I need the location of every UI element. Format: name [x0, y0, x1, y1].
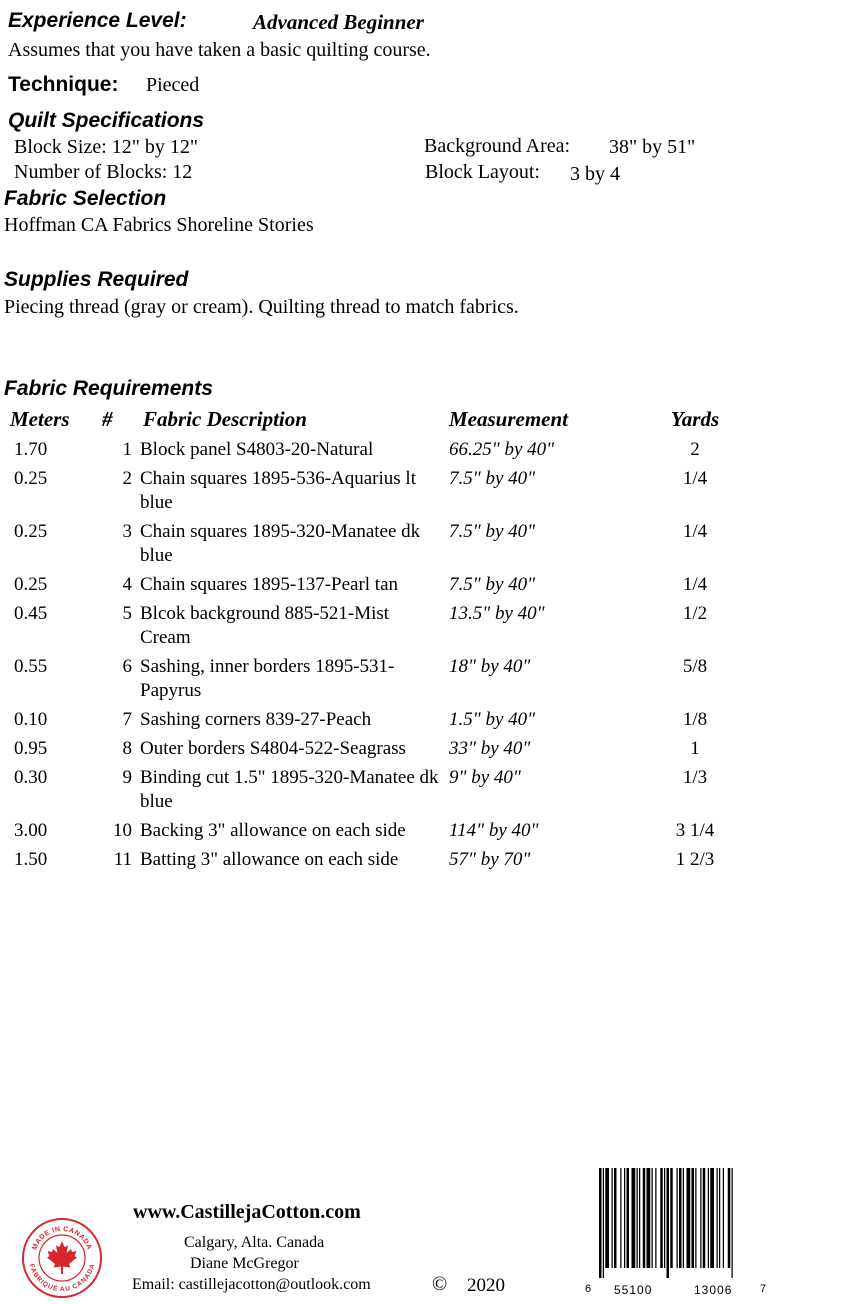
experience-level-value: Advanced Beginner	[253, 10, 424, 34]
row-measurement: 9" by 40"	[449, 767, 521, 788]
number-of-blocks: Number of Blocks: 12	[14, 161, 193, 183]
row-description: Binding cut 1.5" 1895-320-Manatee dk blue	[140, 767, 439, 812]
col-description: Fabric Description	[143, 407, 307, 431]
block-layout-value: 3 by 4	[570, 163, 620, 185]
row-description: Block panel S4803-20-Natural	[140, 439, 374, 460]
footer-location: Calgary, Alta. Canada	[184, 1234, 325, 1251]
row-description: Sashing corners 839-27-Peach	[140, 709, 372, 730]
website-link[interactable]: www.CastillejaCotton.com	[133, 1201, 361, 1223]
row-meters: 1.70	[14, 439, 48, 460]
row-description: Sashing, inner borders 1895-531-Papyrus	[140, 656, 395, 701]
col-measurement: Measurement	[449, 407, 569, 431]
row-yards: 1/3	[682, 767, 708, 788]
copyright-symbol: ©	[432, 1273, 448, 1295]
col-yards: Yards	[670, 407, 720, 431]
row-number: 8	[122, 738, 132, 759]
block-layout-label: Block Layout:	[425, 161, 540, 183]
supplies-text: Piecing thread (gray or cream). Quilting thread to match fabrics.	[4, 296, 519, 318]
row-meters: 0.45	[14, 603, 48, 624]
row-yards: 1/4	[682, 521, 708, 542]
row-number: 2	[122, 468, 132, 489]
row-number: 6	[122, 656, 132, 677]
row-meters: 0.55	[14, 656, 48, 677]
row-yards: 1/8	[682, 709, 708, 730]
row-measurement: 1.5" by 40"	[449, 709, 536, 730]
row-number: 4	[122, 574, 132, 595]
row-measurement: 18" by 40"	[449, 656, 531, 677]
row-measurement: 7.5" by 40"	[449, 521, 536, 542]
fabric-selection-text: Hoffman CA Fabrics Shoreline Stories	[4, 214, 314, 236]
svg-text:FABRIQUÉ AU CANADA: FABRIQUÉ AU CANADA	[27, 1263, 97, 1294]
row-meters: 3.00	[14, 820, 48, 841]
row-meters: 0.25	[14, 468, 48, 489]
col-meters: Meters	[10, 407, 70, 431]
row-number: 11	[113, 849, 132, 870]
row-measurement: 7.5" by 40"	[449, 574, 536, 595]
row-yards: 1/4	[682, 468, 708, 489]
footer-name: Diane McGregor	[190, 1255, 299, 1272]
footer-email[interactable]: Email: castillejacotton@outlook.com	[132, 1276, 371, 1293]
experience-note: Assumes that you have taken a basic quilting course.	[8, 39, 431, 61]
row-meters: 0.25	[14, 521, 48, 542]
barcode-digit-first: 6	[585, 1283, 592, 1295]
background-area-label: Background Area:	[424, 135, 571, 157]
row-description: Chain squares 1895-137-Pearl tan	[140, 574, 399, 595]
row-number: 7	[122, 709, 132, 730]
row-yards: 1 2/3	[675, 849, 715, 870]
specifications-heading: Quilt Specifications	[8, 109, 205, 132]
row-number: 10	[113, 820, 132, 841]
experience-level-label: Experience Level:	[8, 9, 187, 32]
row-meters: 0.10	[14, 709, 48, 730]
row-measurement: 7.5" by 40"	[449, 468, 536, 489]
row-description: Outer borders S4804-522-Seagrass	[140, 738, 406, 759]
row-yards: 2	[690, 439, 700, 460]
row-measurement: 13.5" by 40"	[449, 603, 545, 624]
barcode-digit-last: 7	[760, 1283, 767, 1295]
row-number: 9	[122, 767, 132, 788]
row-measurement: 66.25" by 40"	[449, 439, 555, 460]
row-number: 3	[122, 521, 132, 542]
barcode-bars	[597, 1168, 769, 1278]
col-number: #	[102, 407, 113, 431]
made-in-canada-badge	[21, 1217, 103, 1299]
row-description: Chain squares 1895-536-Aquarius lt blue	[140, 468, 416, 513]
copyright-year: 2020	[467, 1275, 505, 1296]
row-meters: 0.95	[14, 738, 48, 759]
row-measurement: 114" by 40"	[449, 820, 539, 841]
fabric-selection-heading: Fabric Selection	[4, 187, 167, 210]
row-description: Chain squares 1895-320-Manatee dk blue	[140, 521, 421, 566]
row-yards: 1/4	[682, 574, 708, 595]
row-meters: 1.50	[14, 849, 48, 870]
row-number: 5	[122, 603, 132, 624]
fabric-requirements-heading: Fabric Requirements	[4, 377, 213, 400]
row-description: Backing 3" allowance on each side	[140, 820, 406, 841]
row-measurement: 57" by 70"	[449, 849, 531, 870]
barcode-digits-right: 13006	[694, 1283, 733, 1297]
row-meters: 0.30	[14, 767, 48, 788]
block-size: Block Size: 12" by 12"	[14, 136, 199, 158]
background-area-value: 38" by 51"	[609, 136, 696, 158]
row-meters: 0.25	[14, 574, 48, 595]
row-number: 1	[122, 439, 132, 460]
technique-value: Pieced	[146, 74, 200, 96]
svg-text:MADE IN CANADA: MADE IN CANADA	[31, 1225, 93, 1252]
row-yards: 3 1/4	[675, 820, 715, 841]
maple-leaf-icon	[21, 1217, 103, 1299]
barcode-digits-left: 55100	[614, 1283, 653, 1297]
row-yards: 1	[690, 738, 700, 759]
row-yards: 5/8	[682, 656, 708, 677]
row-yards: 1/2	[682, 603, 708, 624]
row-measurement: 33" by 40"	[449, 738, 531, 759]
supplies-heading: Supplies Required	[4, 268, 189, 291]
row-description: Blcok background 885-521-Mist Cream	[140, 603, 390, 648]
row-description: Batting 3" allowance on each side	[140, 849, 399, 870]
technique-label: Technique:	[8, 73, 119, 96]
